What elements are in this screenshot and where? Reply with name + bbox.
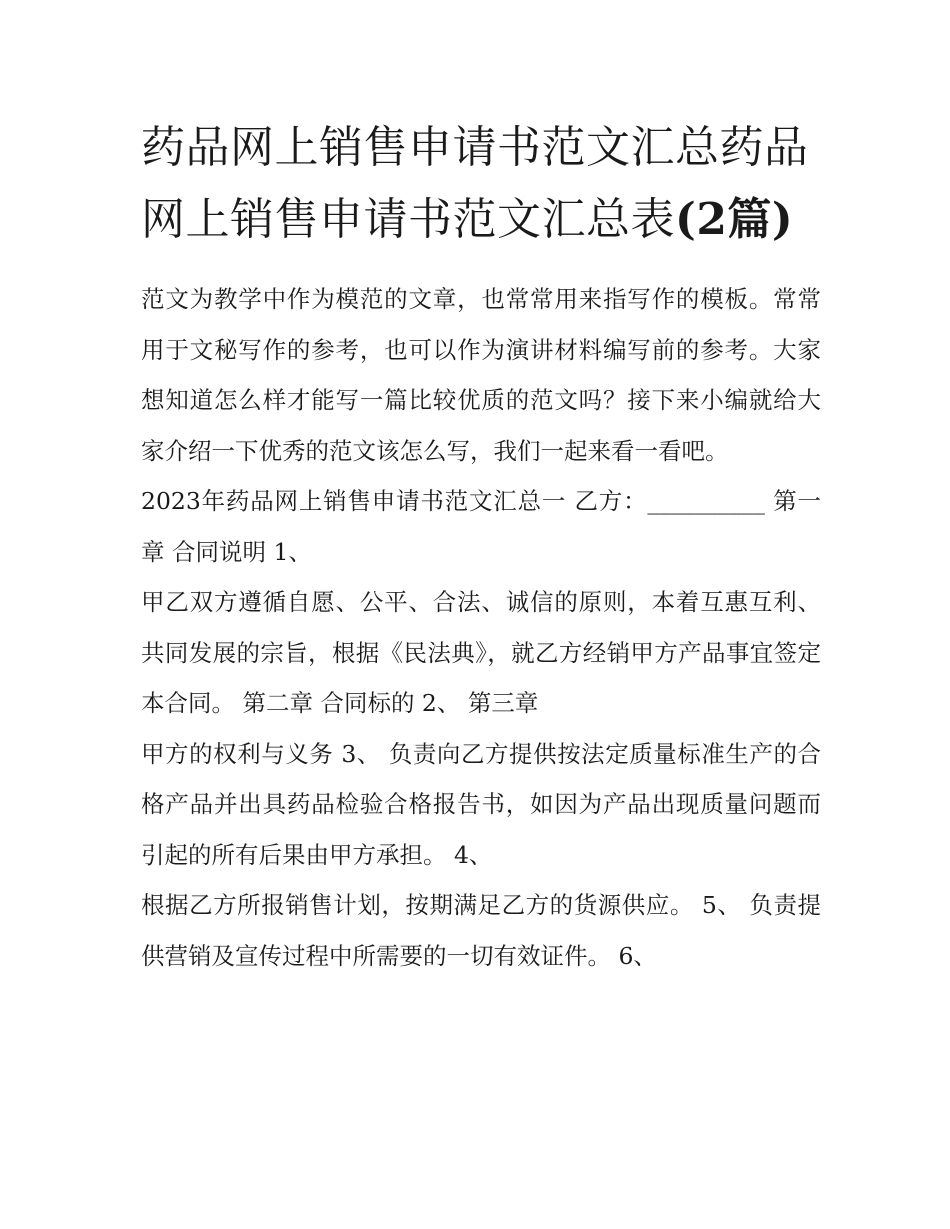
contract-header-paragraph: 2023年药品网上销售申请书范文汇总一 乙方：__________ 第一章 合同说明 1、 — [141, 487, 821, 566]
document-title — [141, 112, 821, 256]
document-page — [141, 112, 821, 981]
document-title-main: 药品网上销售申请书范文汇总药品网上销售申请书范文汇总表 — [141, 122, 809, 245]
party-a-duties-paragraph: 甲方的权利与义务 3、 负责向乙方提供按法定质量标准生产的合格产品并出具药品检验合格报告书，如因为产品出现质量问题而引起的所有后果由甲方承担。 4、 — [141, 739, 821, 869]
supply-paragraph: 根据乙方所报销售计划，按期满足乙方的货源供应。 5、 负责提供营销及宣传过程中所需要的一切有效证件。 6、 — [141, 891, 821, 970]
contract-principle-paragraph: 甲乙双方遵循自愿、公平、合法、诚信的原则，本着互惠互利、共同发展的宗旨，根据《民法典》，就乙方经销甲方产品事宜签定本合同。 第二章 合同标的 2、 第三章 — [141, 588, 821, 717]
intro-paragraph: 范文为教学中作为模范的文章，也常常用来指写作的模板。常常用于文秘写作的参考，也可以作为演讲材料编写前的参考。大家想知道怎么样才能写一篇比较优质的范文吗？接下来小编就给大家介绍一下优秀的范文该怎么写，我们一起来看一看吧。 — [141, 285, 821, 465]
document-title-suffix: (2篇) — [675, 194, 794, 245]
